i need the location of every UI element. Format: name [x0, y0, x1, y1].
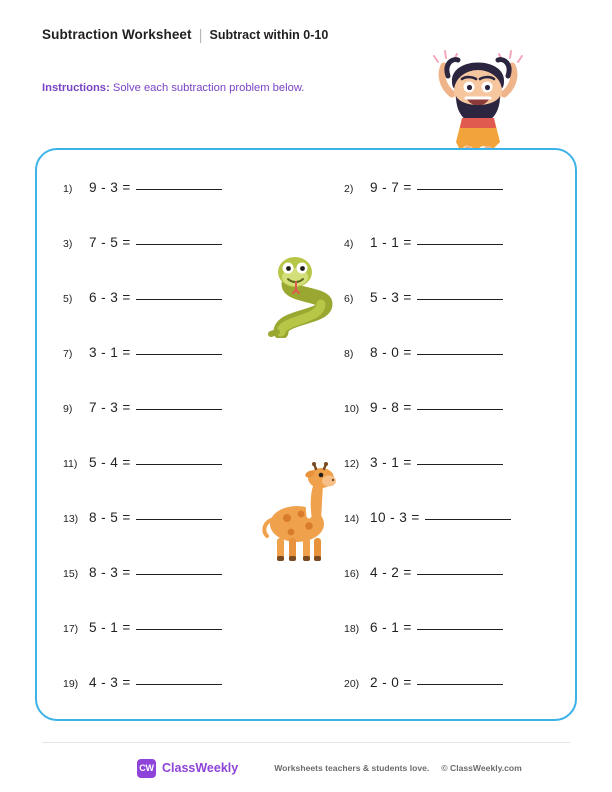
answer-blank[interactable] — [136, 299, 222, 300]
problem-number: 9) — [63, 403, 73, 415]
problem-expression: 7 - 3 = — [89, 400, 131, 415]
answer-blank[interactable] — [136, 519, 222, 520]
problems-card — [35, 148, 577, 721]
problem-6 — [344, 290, 503, 305]
answer-blank[interactable] — [417, 189, 503, 190]
caveman-illustration — [432, 46, 524, 156]
footer — [42, 756, 570, 780]
problem-number: 14) — [344, 513, 360, 525]
footer-copyright: © ClassWeekly.com — [441, 763, 522, 773]
instructions-text: Solve each subtraction problem below. — [109, 82, 305, 94]
answer-blank[interactable] — [417, 244, 503, 245]
answer-blank[interactable] — [417, 354, 503, 355]
problem-17 — [63, 620, 222, 635]
problem-number: 4) — [344, 238, 354, 250]
problem-expression: 8 - 0 = — [370, 345, 412, 360]
problem-expression: 2 - 0 = — [370, 675, 412, 690]
problem-expression: 1 - 1 = — [370, 235, 412, 250]
problem-number: 12) — [344, 458, 360, 470]
instructions-label: Instructions: — [42, 82, 110, 94]
problem-8 — [344, 345, 503, 360]
brand-name: ClassWeekly — [162, 761, 239, 775]
answer-blank[interactable] — [136, 574, 222, 575]
answer-blank[interactable] — [136, 464, 222, 465]
problem-number: 7) — [63, 348, 73, 360]
problem-number: 19) — [63, 678, 79, 690]
problem-number: 6) — [344, 293, 354, 305]
problem-4 — [344, 235, 503, 250]
title-subtitle: Subtract within 0-10 — [209, 28, 329, 42]
problem-expression: 3 - 1 = — [89, 345, 131, 360]
problem-18 — [344, 620, 503, 635]
problem-expression: 6 - 3 = — [89, 290, 131, 305]
problem-number: 8) — [344, 348, 354, 360]
problem-12 — [344, 455, 503, 470]
problem-expression: 7 - 5 = — [89, 235, 131, 250]
problem-number: 5) — [63, 293, 73, 305]
problem-expression: 3 - 1 = — [370, 455, 412, 470]
footer-tagline: Worksheets teachers & students love. — [274, 763, 430, 773]
problem-expression: 6 - 1 = — [370, 620, 412, 635]
problem-15 — [63, 565, 222, 580]
snake-illustration — [255, 246, 351, 338]
problem-expression: 5 - 3 = — [370, 290, 412, 305]
problem-9 — [63, 400, 222, 415]
brand — [137, 759, 238, 778]
problem-number: 15) — [63, 568, 79, 580]
answer-blank[interactable] — [136, 244, 222, 245]
problem-expression: 5 - 4 = — [89, 455, 131, 470]
problem-expression: 10 - 3 = — [370, 510, 420, 525]
problem-5 — [63, 290, 222, 305]
problem-16 — [344, 565, 503, 580]
problem-number: 16) — [344, 568, 360, 580]
problem-7 — [63, 345, 222, 360]
answer-blank[interactable] — [425, 519, 511, 520]
footer-divider — [42, 742, 570, 743]
giraffe-illustration — [257, 462, 349, 564]
problem-number: 11) — [63, 458, 78, 470]
problem-expression: 9 - 3 = — [89, 180, 131, 195]
problem-number: 13) — [63, 513, 79, 525]
problem-14 — [344, 510, 511, 525]
instructions — [42, 82, 304, 94]
answer-blank[interactable] — [136, 354, 222, 355]
problem-expression: 5 - 1 = — [89, 620, 131, 635]
problem-expression: 9 - 7 = — [370, 180, 412, 195]
problem-number: 3) — [63, 238, 73, 250]
problem-number: 18) — [344, 623, 360, 635]
problem-expression: 8 - 5 = — [89, 510, 131, 525]
problem-13 — [63, 510, 222, 525]
answer-blank[interactable] — [417, 684, 503, 685]
answer-blank[interactable] — [417, 574, 503, 575]
classweekly-logo-icon: CW — [137, 759, 156, 778]
answer-blank[interactable] — [136, 629, 222, 630]
answer-blank[interactable] — [136, 684, 222, 685]
answer-blank[interactable] — [136, 409, 222, 410]
title-divider: | — [198, 27, 203, 44]
problem-number: 20) — [344, 678, 360, 690]
problem-expression: 4 - 3 = — [89, 675, 131, 690]
problem-1 — [63, 180, 222, 195]
problem-19 — [63, 675, 222, 690]
answer-blank[interactable] — [417, 409, 503, 410]
problem-number: 2) — [344, 183, 354, 195]
problem-20 — [344, 675, 503, 690]
problem-2 — [344, 180, 503, 195]
problem-expression: 4 - 2 = — [370, 565, 412, 580]
page-title — [42, 26, 328, 43]
answer-blank[interactable] — [136, 189, 222, 190]
problem-expression: 8 - 3 = — [89, 565, 131, 580]
problem-number: 10) — [344, 403, 360, 415]
problem-number: 1) — [63, 183, 73, 195]
answer-blank[interactable] — [417, 464, 503, 465]
title-main: Subtraction Worksheet — [42, 27, 192, 42]
answer-blank[interactable] — [417, 299, 503, 300]
answer-blank[interactable] — [417, 629, 503, 630]
problem-3 — [63, 235, 222, 250]
problem-number: 17) — [63, 623, 79, 635]
problem-10 — [344, 400, 503, 415]
problem-expression: 9 - 8 = — [370, 400, 412, 415]
problems-grid — [37, 150, 579, 723]
problem-11 — [63, 455, 222, 470]
